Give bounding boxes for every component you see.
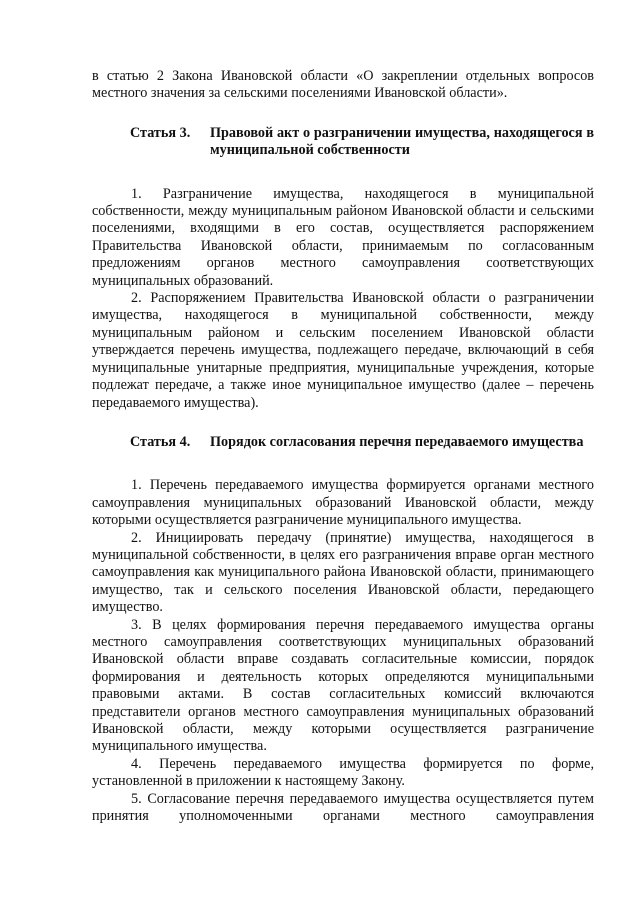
article-4-heading (92, 434, 594, 451)
article-4-paragraph-1: 1. Перечень передаваемого имущества формируется органами местного самоуправления муниципальных образований Ивановской области, между которыми осуществляется разграничение муниципального имущества. (92, 477, 594, 529)
article-4-number: Статья 4. (130, 433, 191, 450)
intro-paragraph: в статью 2 Закона Ивановской области «О закреплении отдельных вопросов местного значения за сельскими поселениями Ивановской области». (92, 68, 594, 102)
spacer (92, 103, 594, 125)
spacer (92, 160, 594, 186)
article-4-title: Порядок согласования перечня передаваемого имущества (210, 433, 584, 450)
article-3-number: Статья 3. (130, 124, 191, 141)
document-page (92, 68, 594, 825)
article-3-paragraph-1: 1. Разграничение имущества, находящегося в муниципальной собственности, между муниципальным районом Ивановской области и сельскими поселениями, входящими в его состав, осуществляется распоряжением Правительства Ивановской области, принимаемым по согласованным предложениям органов местного самоуправления соответствующих муниципальных образований. (92, 185, 594, 289)
article-4-paragraph-2: 2. Инициировать передачу (принятие) имущества, находящегося в муниципальной собственности, в целях его разграничения вправе орган местного самоуправления как муниципального района Ивановской области, принимающего имущество, так и сельского поселения Ивановской области, передающего имущество. (92, 529, 594, 616)
article-4-paragraph-5: 5. Согласование перечня передаваемого имущества осуществляется путем принятия уполномоченными органами местного самоуправления (92, 790, 594, 825)
spacer (92, 451, 594, 477)
article-4-paragraph-3: 3. В целях формирования перечня передаваемого имущества органы местного самоуправления соответствующих муниципальных образований Ивановской области вправе создавать согласительные комиссии, порядок формирования и деятельность которых определяются муниципальными правовыми актами. В состав согласительных комиссий включаются представители органов местного самоуправления муниципальных образований Ивановской области, между которыми осуществляется разграничение муниципального имущества. (92, 616, 594, 755)
article-3-title: Правовой акт о разграничении имущества, находящегося в муниципальной собственности (210, 124, 594, 159)
article-3-paragraph-2: 2. Распоряжением Правительства Ивановской области о разграничении имущества, находящегося в муниципальной собственности, между муниципальным районом и сельским поселением Ивановской области утверждается перечень имущества, подлежащего передаче, включающий в себя муниципальные унитарные предприятия, муниципальные учреждения, которые подлежат передаче, а также иное муниципальное имущество (далее – перечень передаваемого имущества). (92, 290, 594, 411)
article-3-heading (92, 125, 594, 160)
article-4-paragraph-4: 4. Перечень передаваемого имущества формируется по форме, установленной в приложении к настоящему Закону. (92, 755, 594, 790)
spacer (92, 412, 594, 434)
